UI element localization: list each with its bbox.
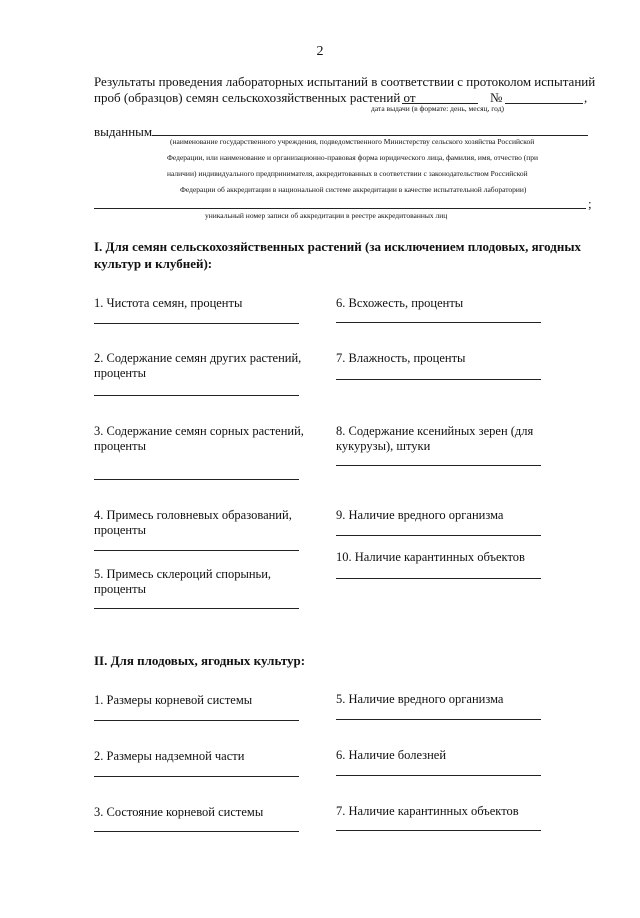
above-ground-size-value-line[interactable] — [94, 776, 299, 777]
fruit-quarantine-value-line[interactable] — [336, 830, 541, 831]
issuer-caption-1: (наименование государственного учреждения, подведомственного Министерству сельского хозяйства Российской — [170, 137, 535, 146]
harmful-organism-value-line[interactable] — [336, 535, 541, 536]
item-xenia: 8. Содержание ксенийных зерен (для кукурузы), штуки — [336, 424, 534, 453]
item-ergot: 5. Примесь склероций спорыньи, проценты — [94, 567, 272, 596]
intro-line-2: проб (образцов) семян сельскохозяйственных растений от — [94, 90, 416, 105]
root-condition-value-line[interactable] — [94, 831, 299, 832]
ergot-value-line[interactable] — [94, 608, 299, 609]
moisture-value-line[interactable] — [336, 379, 541, 380]
item-fruit-harmful-organism: 5. Наличие вредного организма — [336, 692, 504, 706]
other-seeds-value-line[interactable] — [94, 395, 299, 396]
issued-label: выданным — [94, 124, 153, 139]
page-number: 2 — [316, 44, 324, 59]
root-size-value-line[interactable] — [94, 720, 299, 721]
issuer-line — [152, 135, 588, 136]
item-smut: 4. Примесь головневых образований, проценты — [94, 508, 292, 537]
intro-comma: , — [584, 90, 588, 105]
item-above-ground-size: 2. Размеры надземной части — [94, 749, 245, 763]
diseases-value-line[interactable] — [336, 775, 541, 776]
xenia-value-line[interactable] — [336, 465, 541, 466]
item-root-condition: 3. Состояние корневой системы — [94, 805, 264, 819]
fruit-harmful-organism-value-line[interactable] — [336, 719, 541, 720]
date-caption: дата выдачи (в формате: день, месяц, год) — [371, 104, 505, 113]
germination-value-line[interactable] — [336, 322, 541, 323]
item-other-seeds: 2. Содержание семян других растений, проценты — [94, 351, 302, 380]
item-purity: 1. Чистота семян, проценты — [94, 296, 243, 310]
issuer-caption-2: Федерации, или наименование и организационно-правовая форма юридического лица, фамилия, имя, отчество (при — [167, 153, 539, 162]
section-1-title-line-1: I. Для семян сельскохозяйственных растений (за исключением плодовых, ягодных — [94, 239, 582, 254]
section-2-title: II. Для плодовых, ягодных культур: — [94, 653, 306, 668]
accreditation-caption: уникальный номер записи об аккредитации в реестре аккредитованных лиц — [205, 211, 448, 220]
number-sign: № — [490, 90, 503, 105]
quarantine-value-line[interactable] — [336, 578, 541, 579]
purity-value-line[interactable] — [94, 323, 299, 324]
item-moisture: 7. Влажность, проценты — [336, 351, 466, 365]
accreditation-line — [94, 208, 586, 209]
weed-seeds-value-line[interactable] — [94, 479, 299, 480]
semicolon: ; — [588, 196, 592, 211]
item-germination: 6. Всхожесть, проценты — [336, 296, 464, 310]
issuer-caption-3: наличии) индивидуального предпринимателя, аккредитованных в соответствии с законодательством Российской — [167, 169, 528, 178]
intro-line-1: Результаты проведения лабораторных испытаний в соответствии с протоколом испытаний — [94, 74, 596, 89]
issuer-caption-4: Федерации об аккредитации в национальной системе аккредитации в качестве испытательной лаборатории) — [180, 185, 527, 194]
item-quarantine: 10. Наличие карантинных объектов — [336, 550, 525, 564]
item-diseases: 6. Наличие болезней — [336, 748, 447, 762]
item-harmful-organism: 9. Наличие вредного организма — [336, 508, 504, 522]
smut-value-line[interactable] — [94, 550, 299, 551]
section-1-title-line-2: культур и клубней): — [94, 256, 213, 271]
item-root-size: 1. Размеры корневой системы — [94, 693, 253, 707]
item-fruit-quarantine: 7. Наличие карантинных объектов — [336, 804, 519, 818]
protocol-number-line — [505, 103, 583, 104]
item-weed-seeds: 3. Содержание семян сорных растений, проценты — [94, 424, 304, 453]
